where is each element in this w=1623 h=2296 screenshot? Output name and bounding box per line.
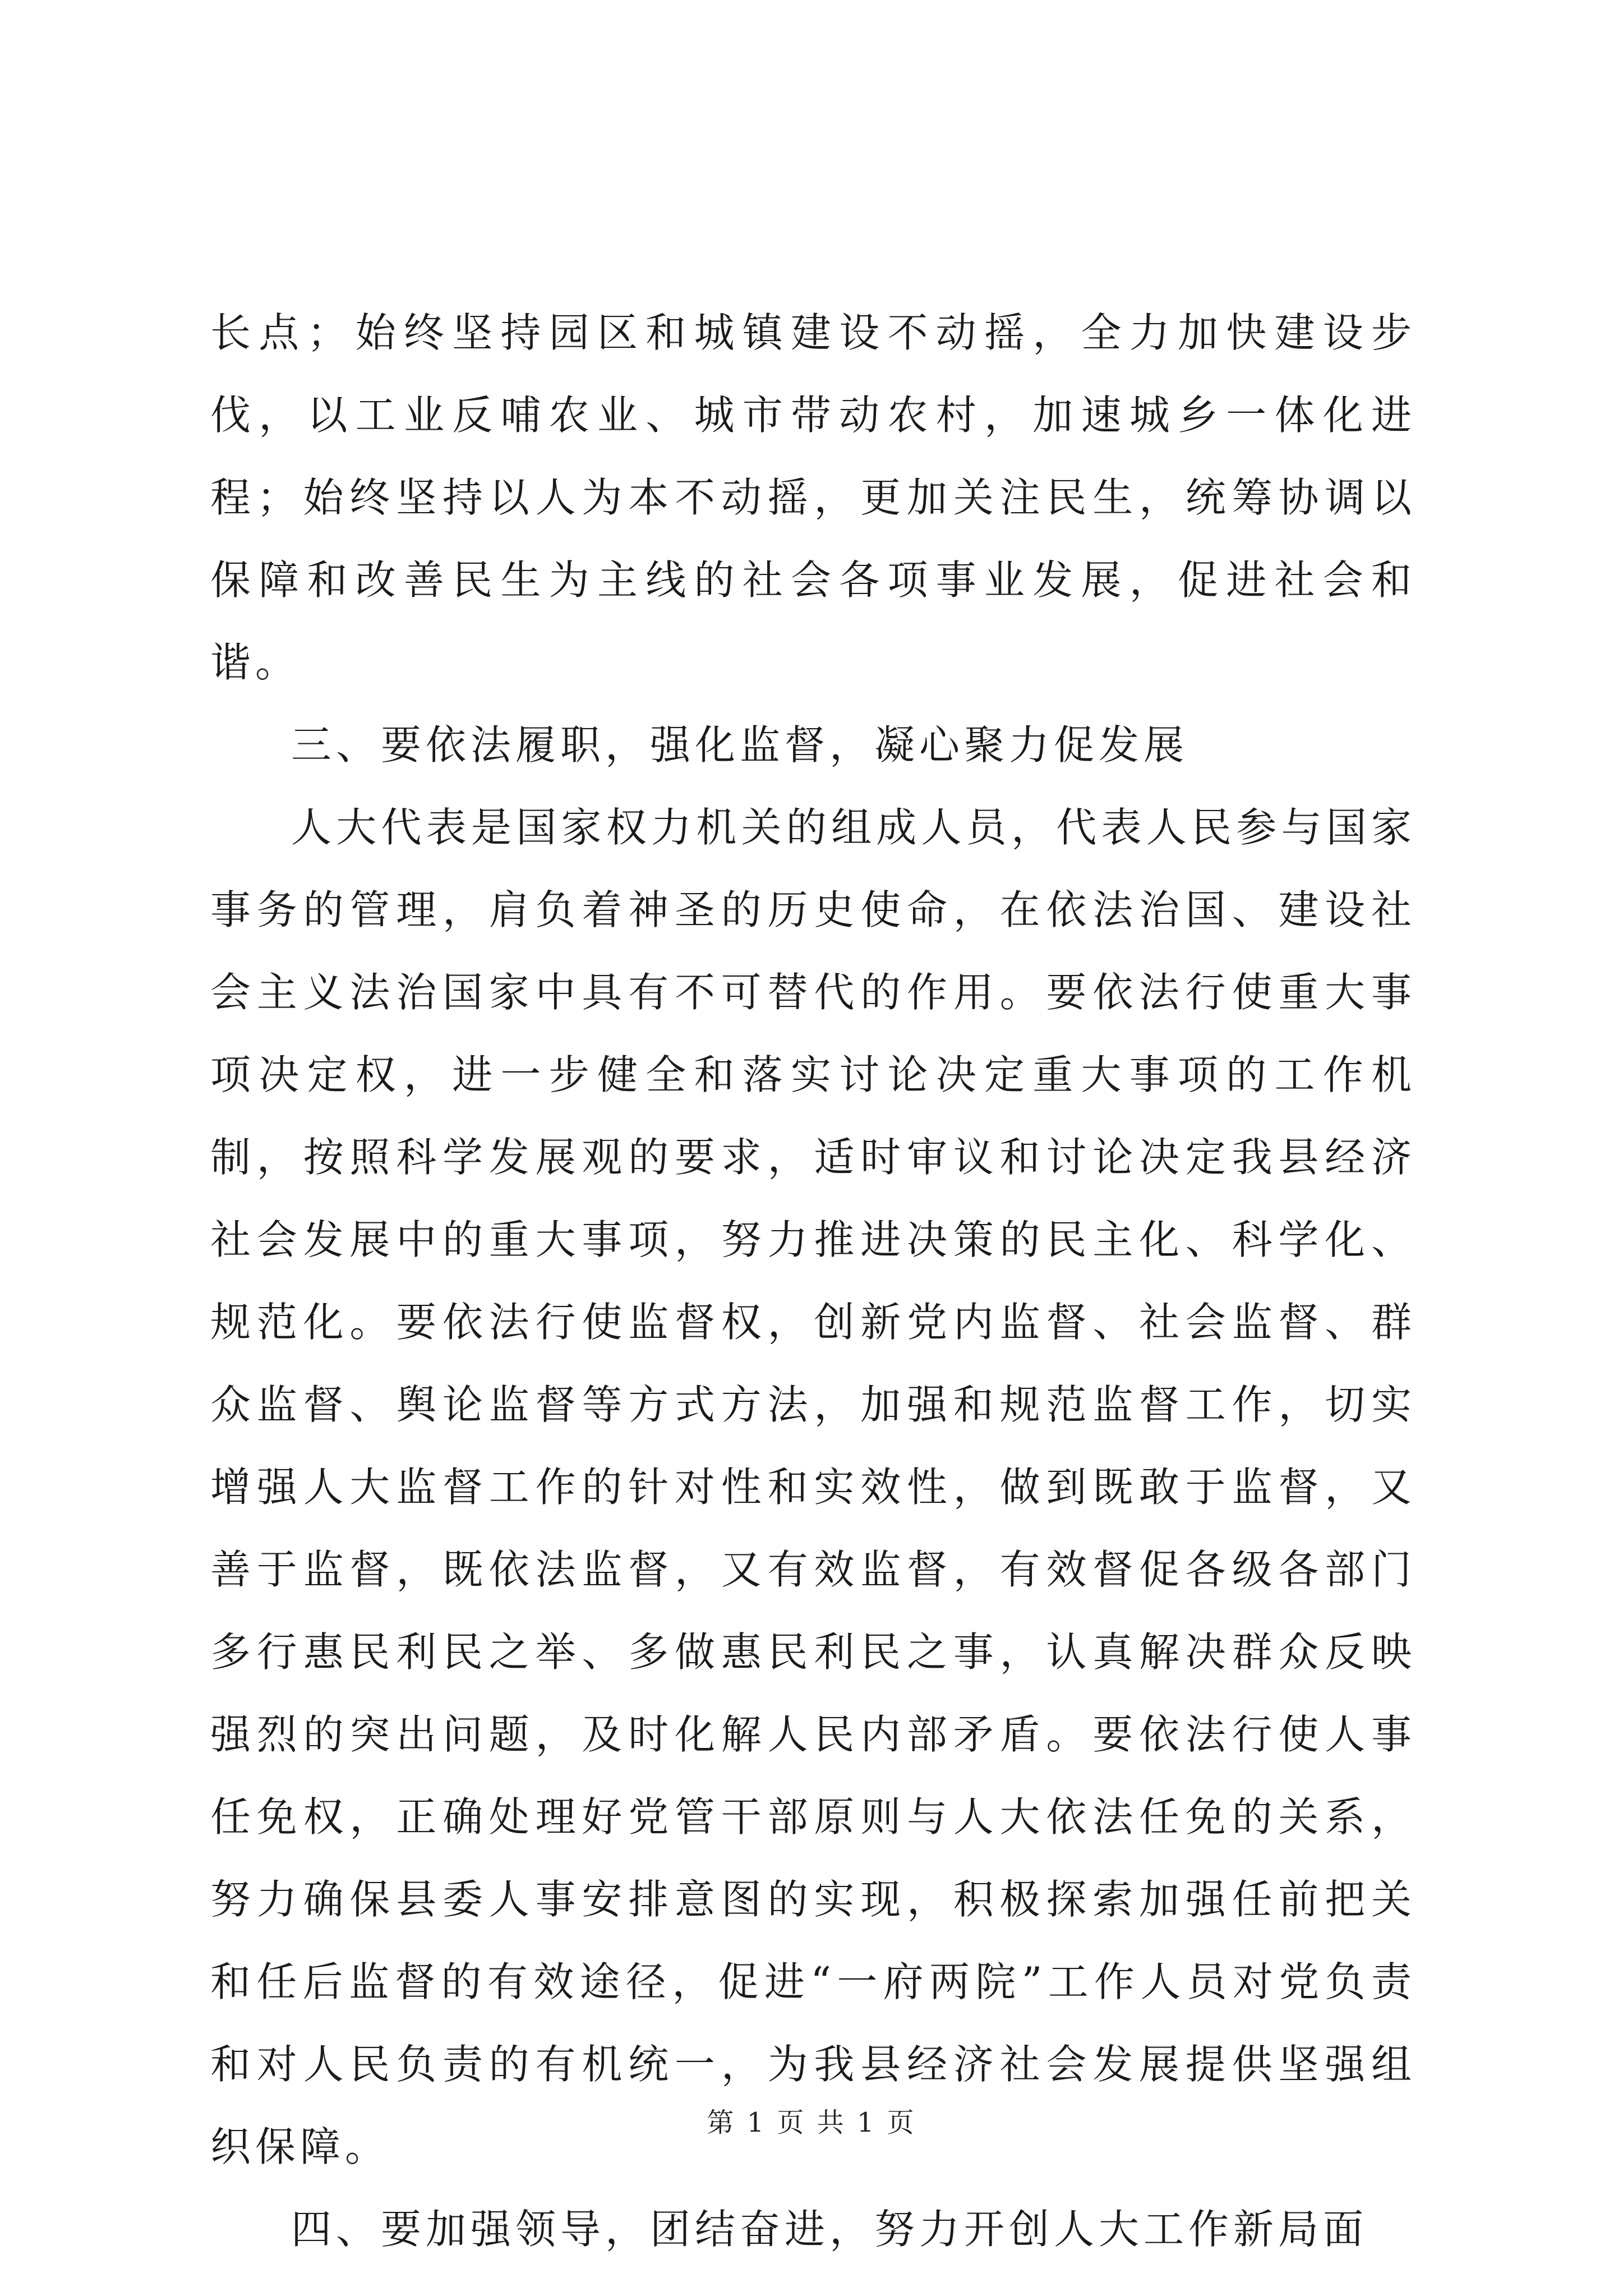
paragraph-continuation: 长点；始终坚持园区和城镇建设不动摇，全力加快建设步伐，以工业反哺农业、城市带动农村，加速城乡一体化进程；始终坚持以人为本不动摇，更加关注民生，统筹协调以保障和改善民生为主线的社会各项事业发展，促进社会和谐。 (210, 309, 1416, 686)
section-heading-4: 四、要加强领导，团结奋进，努力开创人大工作新局面 (291, 2206, 1368, 2253)
page-number-footer: 第 1 页 共 1 页 (707, 2107, 916, 2138)
section-heading-3: 三、要依法履职，强化监督，凝心聚力促发展 (291, 721, 1189, 769)
paragraph-body: 人大代表是国家权力机关的组成人员，代表人民参与国家事务的管理，肩负着神圣的历史使命，在依法治国、建设社会主义法治国家中具有不可替代的作用。要依法行使重大事项决定权，进一步健全和落实讨论决定重大事项的工作机制，按照科学发展观的要求，适时审议和讨论决定我县经济社会发展中的重大事项，努力推进决策的民主化、科学化、规范化。要依法行使监督权，创新党内监督、社会监督、群众监督、舆论监督等方式方法，加强和规范监督工作，切实增强人大监督工作的针对性和实效性，做到既敢于监督，又善于监督，既依法监督，又有效监督，有效督促各级各部门多行惠民利民之举、多做惠民利民之事，认真解决群众反映强烈的突出问题，及时化解人民内部矛盾。要依法行使人事任免权，正确处理好党管干部原则与人大依法任免的关系，努力确保县委人事安排意图的实现，积极探索加强任前把关和任后监督的有效途径，促进“一府两院”工作人员对党负责和对人民负责的有机统一，为我县经济社会发展提供坚强组织保障。 (210, 804, 1416, 2170)
document-body (210, 292, 1416, 2271)
